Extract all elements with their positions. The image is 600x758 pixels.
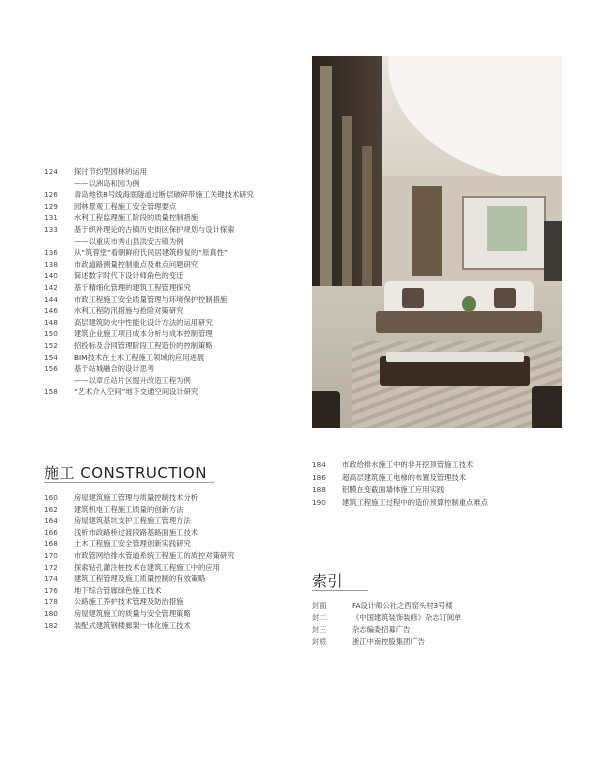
article-subtitle: ——以洲岛和园为例 — [74, 178, 140, 188]
page-number: 182 — [44, 620, 58, 630]
article-title: 地下综合管廊绿色施工技术 — [74, 585, 162, 595]
article-title: 市政工程施工安全质量管理与环境保护控制措施 — [74, 294, 228, 304]
toc-entry — [44, 538, 191, 549]
article-title: 《中国建筑装饰装修》杂志订阅单 — [352, 613, 462, 622]
toc-entry — [44, 504, 183, 515]
toc-entry — [44, 585, 162, 596]
page-number: 168 — [44, 539, 58, 549]
page-number: 154 — [44, 352, 58, 362]
toc-entry — [44, 386, 198, 397]
toc-entry — [312, 484, 444, 495]
index-divider — [312, 590, 368, 591]
toc-entry — [44, 620, 191, 631]
page-number: 166 — [44, 527, 58, 537]
toc-entry — [44, 201, 176, 212]
toc-entry — [44, 294, 227, 305]
toc-entry — [44, 340, 213, 351]
article-title: 市政给排水施工中的非开挖顶管施工技术 — [342, 460, 474, 469]
page-number: 156 — [44, 364, 58, 374]
page-number: 184 — [312, 460, 326, 469]
toc-entry — [44, 317, 213, 328]
page-number: 126 — [44, 190, 58, 200]
page-number: 封三 — [312, 625, 327, 634]
page-number: 148 — [44, 317, 58, 327]
toc-entry — [312, 497, 488, 508]
article-title: 基于精细化管理的建筑工程管理探究 — [74, 283, 191, 292]
article-title: 水利工程防汛措施与抢险对策研究 — [74, 306, 184, 316]
page-number: 178 — [44, 597, 58, 607]
toc-entry — [44, 259, 198, 270]
article-title: 超高层建筑施工电梯的布置及管理技术 — [342, 472, 467, 482]
article-title: 土木工程施工安全管理创新实践研究 — [74, 539, 191, 549]
article-title: 市政道路测量控制重点及难点问题研究 — [74, 259, 199, 269]
toc-entry — [44, 328, 213, 339]
page-number: 190 — [312, 497, 326, 507]
toc-entry — [44, 247, 228, 258]
article-title: 园林景观工程施工安全管理要点 — [74, 201, 177, 211]
toc-entry — [44, 305, 183, 316]
toc-entry — [44, 212, 198, 223]
article-title: 公路施工养护技术管理及防治措施 — [74, 597, 184, 607]
article-title: 从“筑蓉堂”看朝鲜府氏民居建筑修复的“原真性” — [74, 248, 228, 258]
toc-entry — [44, 270, 183, 281]
page-number: 封底 — [312, 637, 327, 646]
article-subtitle: ——以重庆市秀山县洪安古镇为例 — [74, 236, 184, 246]
article-title: 杂志编委招募广告 — [352, 625, 411, 634]
page-number: 124 — [44, 167, 58, 176]
article-title: FA设计师公社之西窑头村3号楼 — [352, 601, 453, 610]
page-number: 142 — [44, 283, 58, 292]
article-title: BIM技术在土木工程施工领域的应用进展 — [74, 352, 205, 362]
article-title: 高层建筑防火中性能化设计方法的运用研究 — [74, 317, 213, 327]
article-title: 装配式建筑钢楼廊架一体化施工技术 — [74, 620, 191, 630]
toc-entry — [44, 363, 154, 374]
article-title: 浙江中南控股集团广告 — [352, 637, 425, 646]
toc-entry — [44, 562, 220, 573]
page-number: 138 — [44, 259, 58, 269]
toc-entry — [44, 224, 235, 235]
page-number: 封二 — [312, 613, 327, 622]
page-number: 133 — [44, 225, 58, 234]
toc-entry — [44, 550, 235, 561]
toc-entry — [312, 636, 425, 647]
article-title: 探索钻孔灌注桩技术在建筑工程施工中的应用 — [74, 562, 220, 572]
toc-entry — [44, 282, 191, 293]
article-title: 建筑机电工程施工质量的创新方法 — [74, 504, 184, 514]
page-number: 160 — [44, 493, 58, 502]
index-heading: 索引 — [312, 572, 344, 590]
article-title: 市政管网给排水管道系统工程施工的质控对策研究 — [74, 551, 235, 560]
article-title: 简述数字时代下设计师角色的变迁 — [74, 271, 184, 281]
page-number: 146 — [44, 306, 58, 316]
toc-entry — [312, 459, 473, 470]
article-title: 青岛地铁8号线海底隧道过断层破碎带施工关键技术研究 — [74, 190, 254, 200]
page-number: 170 — [44, 551, 58, 560]
page-number: 176 — [44, 585, 58, 595]
page-number: 186 — [312, 472, 326, 482]
article-title: 铝膜在变截面墙体施工应用实践 — [342, 485, 445, 495]
page-number: 164 — [44, 516, 58, 526]
page-number: 封面 — [312, 601, 327, 610]
toc-entry — [44, 166, 147, 177]
page-number: 188 — [312, 485, 326, 495]
toc-entry — [44, 352, 204, 363]
toc-entry — [312, 624, 410, 635]
article-title: 基于站城融合的设计思考 — [74, 364, 155, 374]
toc-entry — [44, 515, 191, 526]
toc-entry — [312, 600, 453, 611]
article-subtitle: ——以章丘站片区提升改造工程为例 — [74, 375, 191, 385]
page-number: 136 — [44, 248, 58, 258]
article-title: 建筑工程施工过程中的造价预算控制重点难点 — [342, 497, 488, 507]
toc-entry — [44, 573, 205, 584]
toc-entry — [44, 608, 191, 619]
page-number: 174 — [44, 574, 58, 584]
article-title: 基于织补理论的古镇历史街区保护规划与设计探索 — [74, 225, 235, 234]
article-title: 房屋建筑施工管理与质量控制技术分析 — [74, 493, 199, 502]
toc-entry — [312, 612, 461, 623]
article-title: 建筑企业施工项目成本分析与成本控制管理 — [74, 329, 213, 339]
article-title: 房屋建筑施工的质量与安全管理策略 — [74, 609, 191, 618]
page-number: 144 — [44, 294, 58, 304]
article-title: “艺术介入空间”地下交通空间设计研究 — [74, 387, 199, 397]
article-title: 建筑工程管理及施工质量控制的有效策略 — [74, 574, 206, 584]
page-number: 158 — [44, 387, 58, 397]
article-title: 招投标及合同管理阶段工程造价的控制策略 — [74, 341, 213, 350]
page-number: 131 — [44, 213, 58, 223]
article-title: 探讨节约型园林的运用 — [74, 167, 147, 176]
page-number: 172 — [44, 562, 58, 572]
page-number: 162 — [44, 504, 58, 514]
page-number: 150 — [44, 329, 58, 339]
page-number: 129 — [44, 201, 58, 211]
toc-entry — [44, 492, 198, 503]
page-number: 140 — [44, 271, 58, 281]
article-title: 浅析市政路桥过渡段路基路面施工技术 — [74, 527, 199, 537]
toc-entry — [312, 472, 466, 483]
toc-entry — [44, 527, 198, 538]
interior-photo — [312, 56, 562, 428]
construction-divider — [44, 482, 214, 483]
article-title: 水利工程监理施工阶段的质量控制措施 — [74, 213, 199, 223]
article-title: 房屋建筑基坑支护工程施工管理方法 — [74, 516, 191, 526]
construction-heading: 施工 CONSTRUCTION — [44, 464, 207, 482]
toc-entry — [44, 189, 254, 200]
page-number: 152 — [44, 341, 58, 350]
toc-entry — [44, 596, 183, 607]
page-number: 180 — [44, 609, 58, 618]
